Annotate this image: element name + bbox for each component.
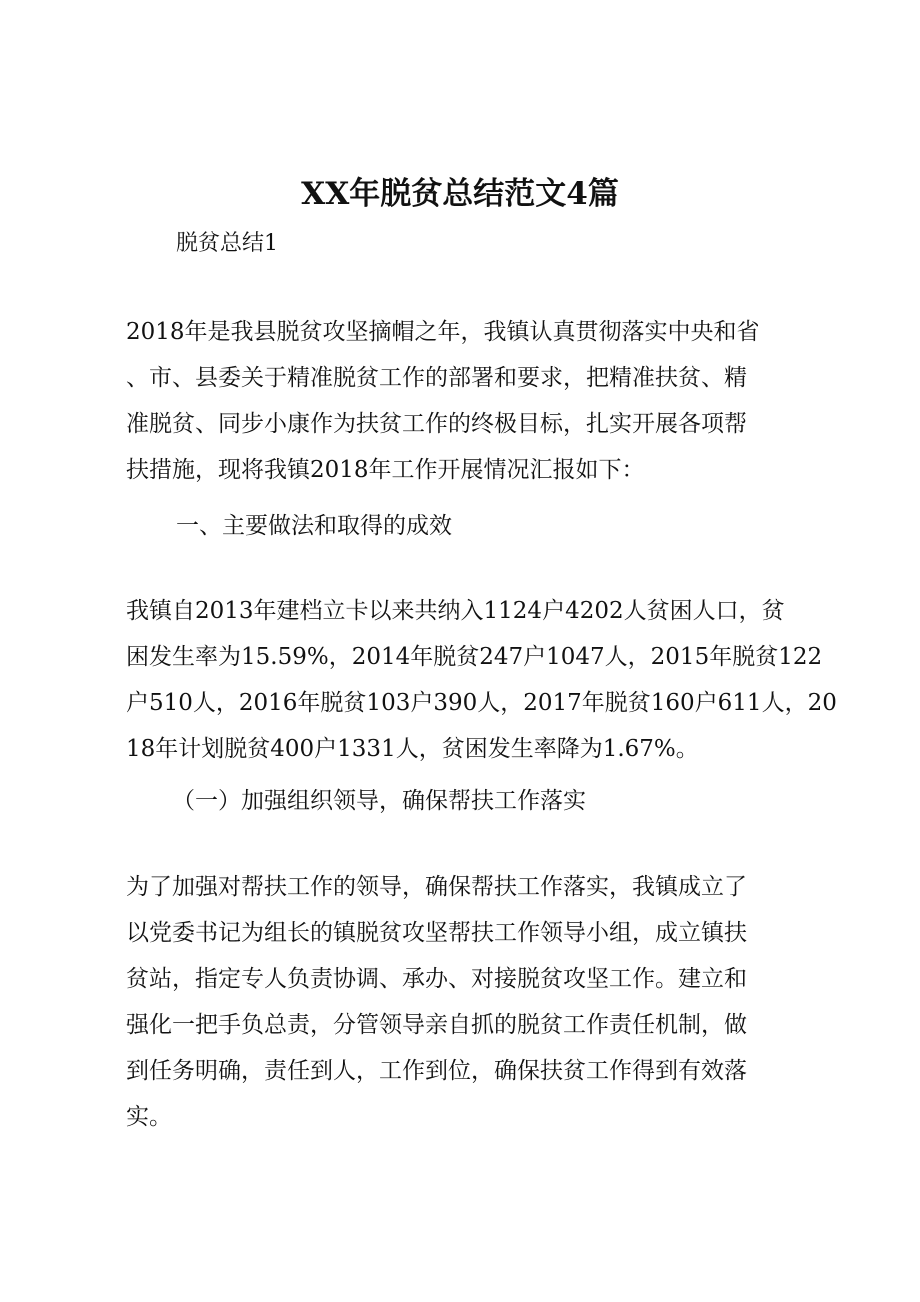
paragraph-line: 、市、县委关于精准脱贫工作的部署和要求，把精准扶贫、精 (126, 365, 747, 391)
subsection-heading-leadership: （一）加强组织领导，确保帮扶工作落实 (172, 788, 586, 814)
section-subtitle: 脱贫总结1 (176, 231, 278, 256)
document-title: XX年脱贫总结范文4篇 (301, 176, 619, 212)
paragraph-intro (126, 309, 810, 493)
paragraph-line: 准脱贫、同步小康作为扶贫工作的终极目标，扎实开展各项帮 (126, 411, 747, 437)
section-heading-main-practices: 一、主要做法和取得的成效 (176, 513, 452, 539)
paragraph-leadership (126, 864, 810, 1140)
paragraph-line: 困发生率为15.59%，2014年脱贫247户1047人，2015年脱贫122 (126, 644, 823, 670)
paragraph-line: 为了加强对帮扶工作的领导，确保帮扶工作落实，我镇成立了 (126, 874, 747, 900)
paragraph-line: 强化一把手负总责，分管领导亲自抓的脱贫工作责任机制，做 (126, 1012, 747, 1038)
paragraph-line: 贫站，指定专人负责协调、承办、对接脱贫攻坚工作。建立和 (126, 966, 747, 992)
paragraph-line: 2018年是我县脱贫攻坚摘帽之年，我镇认真贯彻落实中央和省 (126, 319, 760, 345)
paragraph-line: 我镇自2013年建档立卡以来共纳入1124户4202人贫困人口，贫 (126, 598, 785, 624)
paragraph-line: 扶措施，现将我镇2018年工作开展情况汇报如下： (126, 457, 645, 483)
paragraph-line: 实。 (126, 1104, 172, 1130)
paragraph-line: 户510人，2016年脱贫103户390人，2017年脱贫160户611人，20 (126, 690, 837, 716)
paragraph-line: 以党委书记为组长的镇脱贫攻坚帮扶工作领导小组，成立镇扶 (126, 920, 747, 946)
paragraph-statistics (126, 588, 837, 772)
paragraph-line: 到任务明确，责任到人，工作到位，确保扶贫工作得到有效落 (126, 1058, 747, 1084)
paragraph-line: 18年计划脱贫400户1331人，贫困发生率降为1.67%。 (126, 736, 699, 762)
